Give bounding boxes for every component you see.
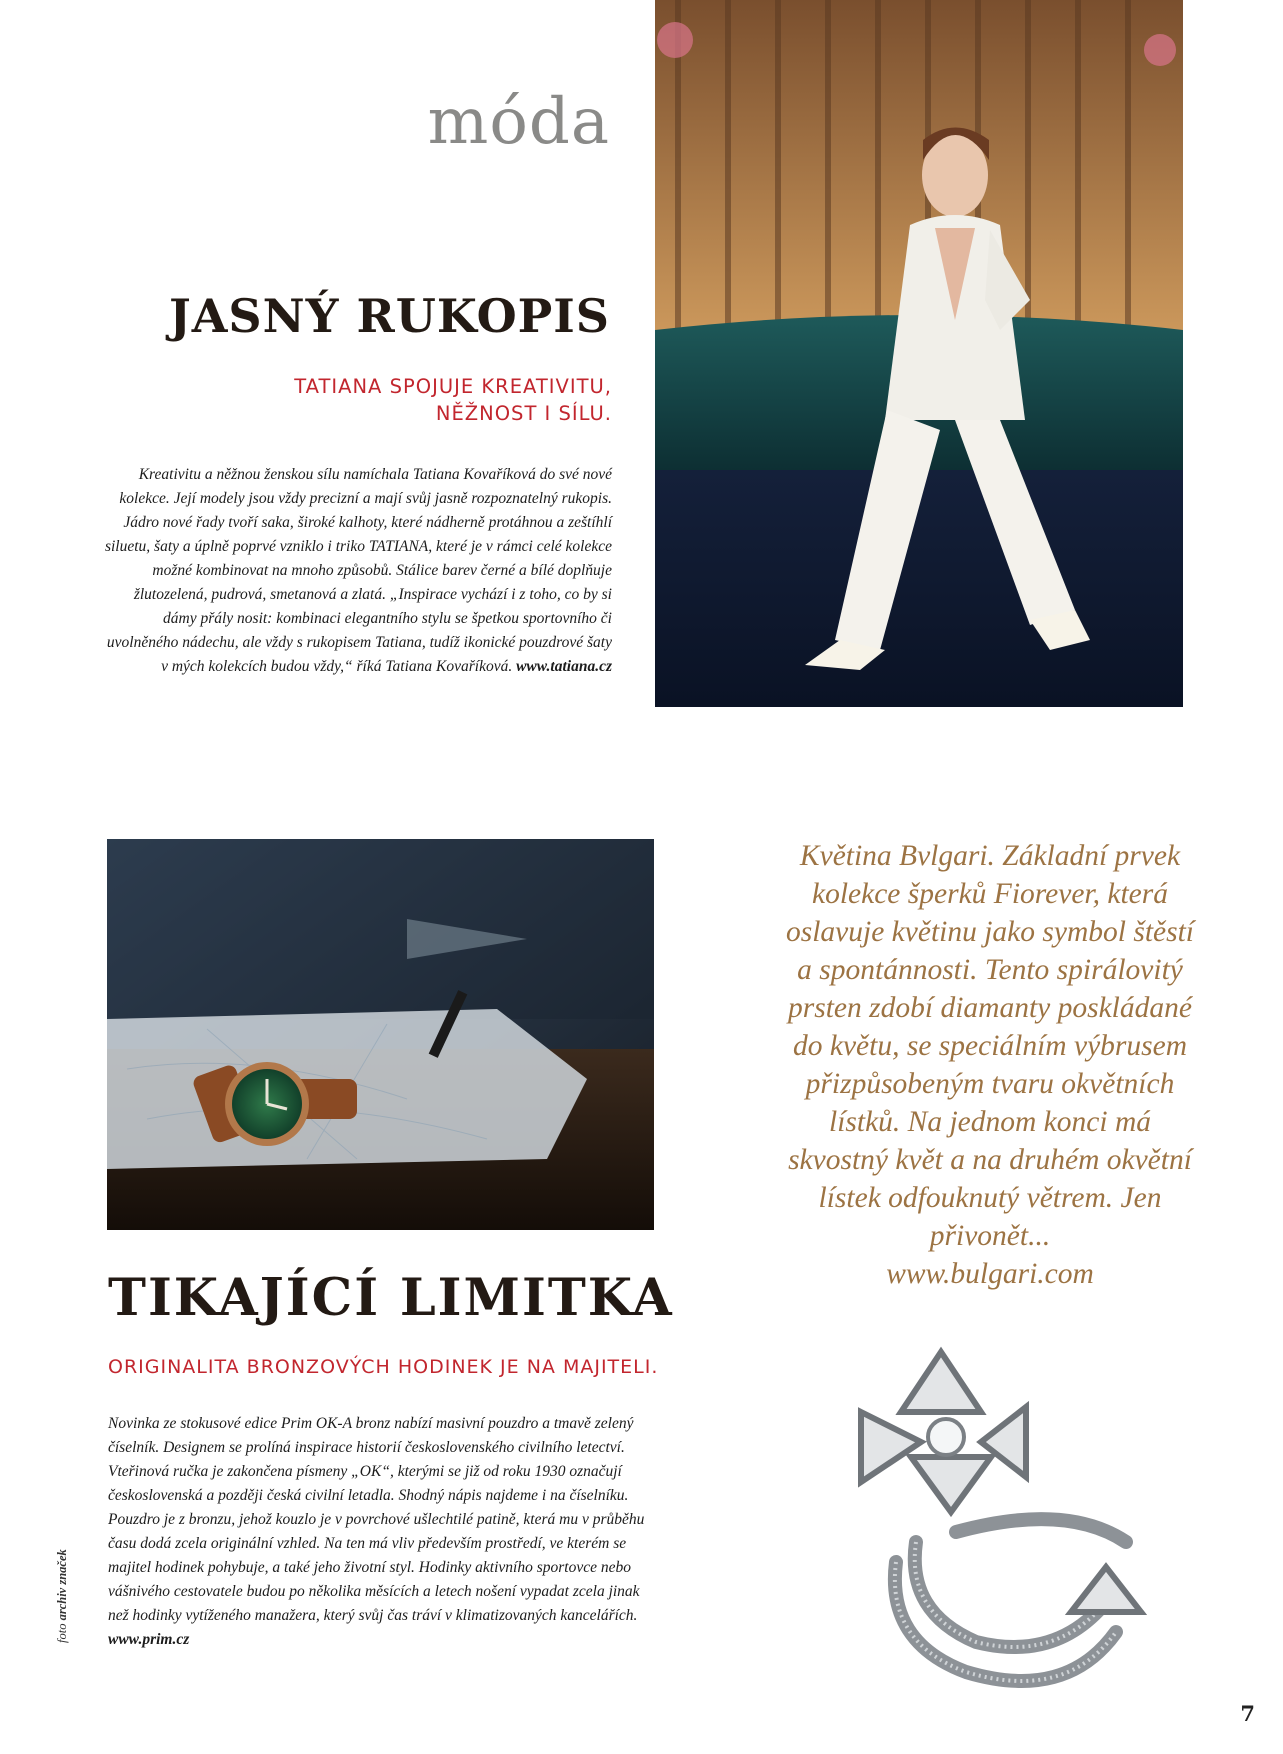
watch-photo <box>107 839 654 1230</box>
quote-text: Květina Bvlgari. Základní prvek kolekce šperků Fiorever, která oslavuje květinu jako symbol štěstí a spontánnosti. Tento spirálovitý prsten zdobí diamanty poskládané do květu, se speciálním výbrusem přizpůsobeným tvaru okvětních lístků. Na jednom konci má skvostný květ a na druhém okvětní lístek odfouknutý větrem. Jen přivonět... <box>786 840 1194 1252</box>
article-tikajici-limitka-subtitle: ORIGINALITA BRONZOVÝCH HODINEK JE NA MAJITELI. <box>108 1356 659 1378</box>
article-tikajici-limitka-title: TIKAJÍCÍ LIMITKA <box>108 1268 674 1328</box>
article-jasny-rukopis-title: JASNÝ RUKOPIS <box>168 289 610 343</box>
article-jasny-rukopis-body <box>100 463 612 679</box>
article-bulgari-text <box>780 837 1200 1293</box>
photo-credit <box>55 1463 70 1643</box>
website-link[interactable]: www.prim.cz <box>108 1631 190 1648</box>
website-link[interactable]: www.bulgari.com <box>886 1258 1094 1290</box>
credit-name: archiv značek <box>55 1549 69 1621</box>
article-tikajici-limitka-body <box>108 1412 653 1652</box>
ring-photo <box>806 1312 1201 1709</box>
article-jasny-rukopis-subtitle <box>190 373 612 428</box>
page-number: 7 <box>1240 1701 1255 1726</box>
credit-prefix: foto <box>55 1623 69 1643</box>
subtitle-line: TATIANA SPOJUJE KREATIVITU, <box>294 375 612 398</box>
website-link[interactable]: www.tatiana.cz <box>516 658 612 675</box>
subtitle-line: NĚŽNOST I SÍLU. <box>435 402 612 426</box>
model-photo <box>655 0 1183 707</box>
section-label: móda <box>427 85 610 159</box>
body-text: Kreativitu a něžnou ženskou sílu namíchala Tatiana Kovaříková do své nové kolekce. Její modely jsou vždy precizní a mají svůj jasně rozpoznatelný rukopis. Jádro nové řady tvoří saka, široké kalhoty, které nádherně protáhnou a zeštíhlí siluetu, šaty a úplně poprvé vzniklo i triko TATIANA, které je v rámci celé kolekce možné kombinovat na mnoho způsobů. Stálice barev černé a bílé doplňuje žlutozelená, pudrová, smetanová a zlatá. „Inspirace vychází i z toho, co by si dámy přály nosit: kombinaci elegantního stylu se špetkou sportovního či uvolněného nádechu, ale vždy s rukopisem Tatiana, tudíž ikonické pouzdrové šaty v mých kolekcích budou vždy,“ říká Tatiana Kovaříková. <box>104 466 612 675</box>
body-text: Novinka ze stokusové edice Prim OK-A bronz nabízí masivní pouzdro a tmavě zelený číselník. Designem se prolíná inspirace historií československého civilního letectví. Vteřinová ručka je zakončena písmeny „OK“, kterými se již od roku 1930 označují československá a později česká civilní letadla. Shodný nápis najdeme i na číselníku. Pouzdro je z bronzu, jehož kouzlo je v povrchové ušlechtilé patině, která mu v průběhu času dodá zcela originální vzhled. Na ten má vliv především prostředí, ve kterém se majitel hodinek pohybuje, a také jeho životní styl. Hodinky aktivního sportovce nebo vášnivého cestovatele budou po několika měsících a letech nošení vypadat zcela jinak než hodinky vytíženého manažera, který svůj čas tráví v klimatizovaných kancelářích. <box>108 1415 645 1624</box>
